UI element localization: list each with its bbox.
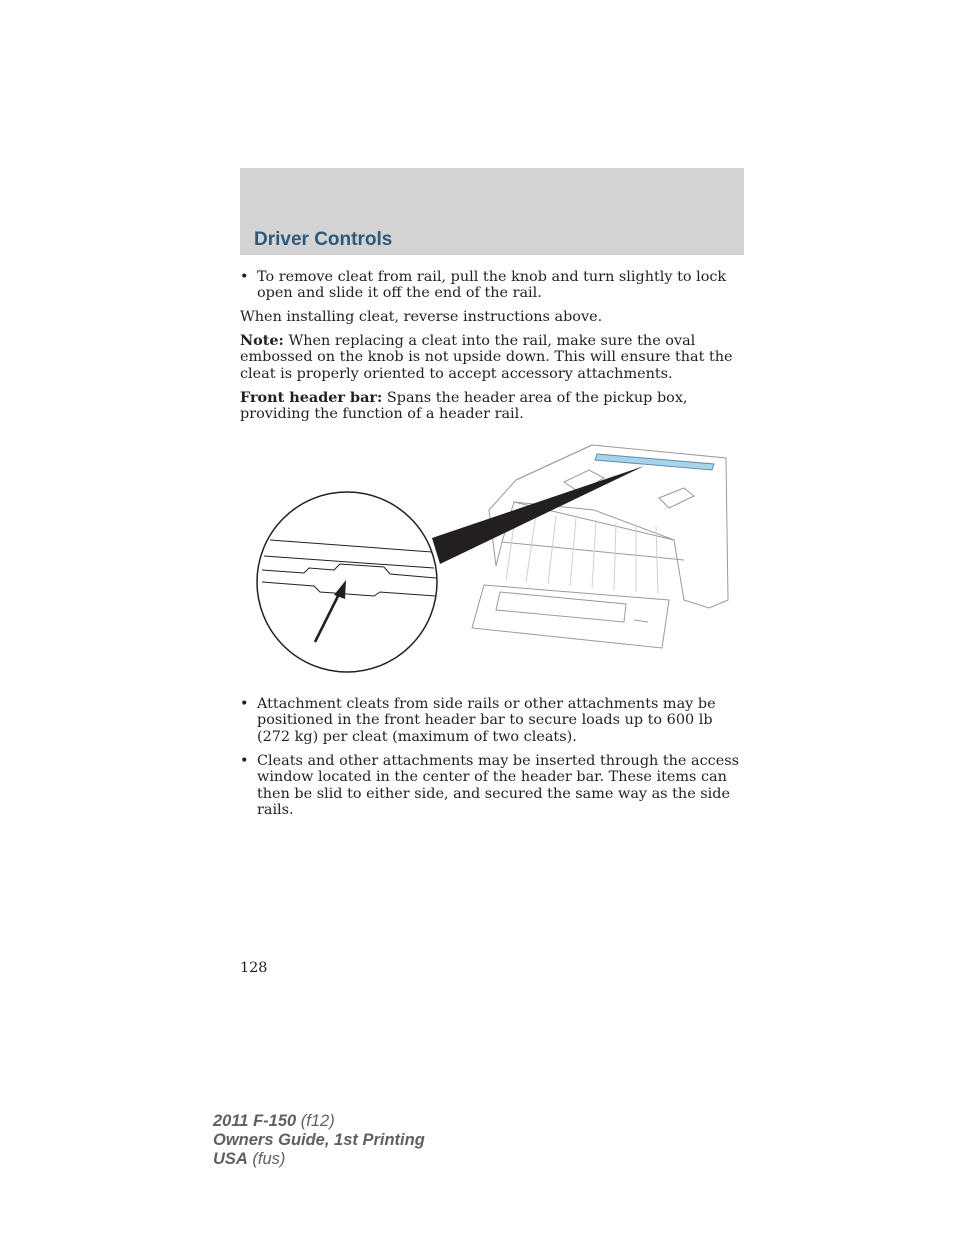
footer-model: 2011 F-150 [213, 1112, 297, 1130]
note-text: When replacing a cleat into the rail, make sure the oval embossed on the knob is not upside down. This will ensure that the cleat is properly oriented to accept accessory attachments. [240, 333, 733, 382]
pickup-box-illustration [254, 440, 734, 676]
footer-model-code: (f12) [296, 1112, 335, 1130]
front-header-text: Spans the header area of the pickup box, providing the function of a header rail. [240, 390, 688, 423]
footer-guide: Owners Guide, 1st Printing [213, 1131, 425, 1149]
section-title: Driver Controls [254, 229, 393, 250]
bullet-text: To remove cleat from rail, pull the knob and turn slightly to lock open and slide it off the end of the rail. [257, 269, 727, 302]
bullet-access-window [240, 753, 744, 819]
pickup-box-figure [254, 440, 734, 676]
paragraph-note [240, 333, 744, 382]
page-number: 128 [240, 960, 268, 976]
section-header-band [240, 168, 744, 255]
bullet-icon: • [240, 753, 249, 769]
bullet-remove-cleat [240, 269, 744, 302]
bullet-attachment-cleats [240, 696, 744, 745]
footer-region-code: (fus) [247, 1150, 286, 1168]
bullet-icon: • [240, 269, 249, 285]
bullet-text: Cleats and other attachments may be inserted through the access window located in the center of the header bar. These items can then be slid to either side, and secured the same way as the side rails. [257, 753, 740, 819]
paragraph-install [240, 309, 744, 325]
front-header-label: Front header bar: [240, 389, 383, 406]
install-text: When installing cleat, reverse instructions above. [240, 309, 603, 325]
paragraph-front-header-bar [240, 390, 744, 423]
bullet-icon: • [240, 696, 249, 712]
footer-region: USA [213, 1150, 248, 1168]
document-footer [213, 1112, 425, 1169]
bullet-text: Attachment cleats from side rails or other attachments may be positioned in the front header bar to secure loads up to 600 lb (272 kg) per cleat (maximum of two cleats). [257, 696, 716, 745]
note-label: Note: [240, 332, 284, 349]
